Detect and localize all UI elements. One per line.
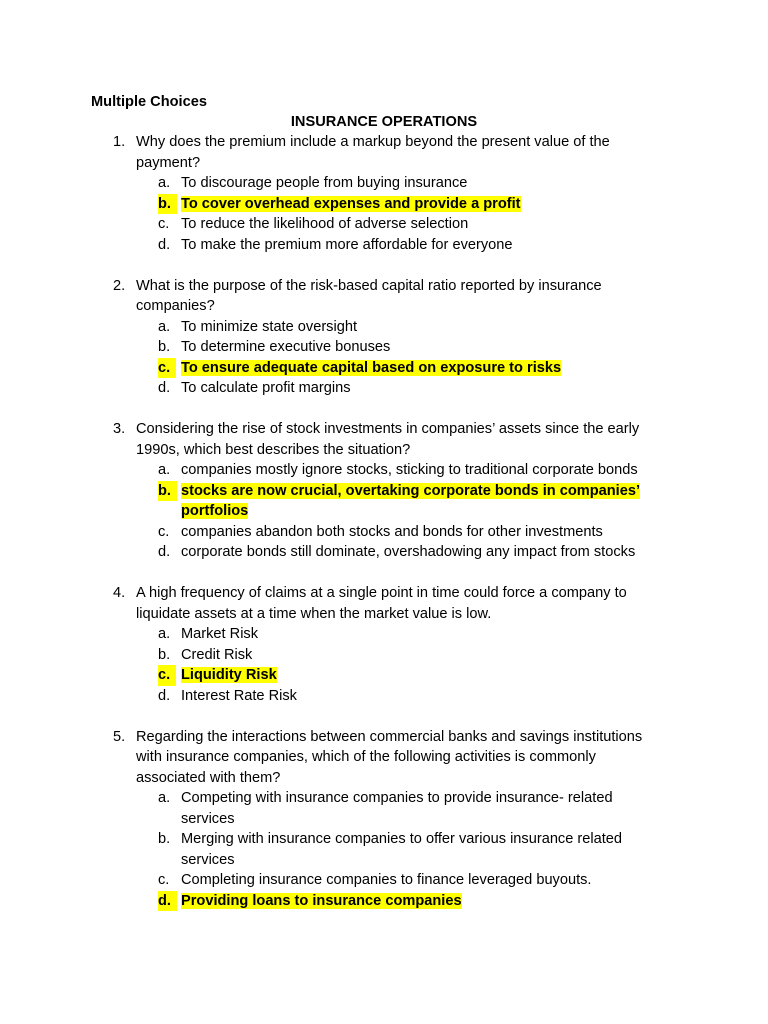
option-text: Credit Risk (181, 646, 253, 663)
option-letter: d. (158, 891, 177, 912)
option-d (0, 686, 661, 707)
option-letter: a. (158, 462, 171, 478)
option-letter: b. (158, 194, 177, 215)
option-letter: c. (158, 872, 170, 888)
option-letter: b. (158, 481, 177, 502)
option-letter: a. (158, 318, 171, 335)
option-text: Liquidity Risk (181, 667, 277, 683)
option-letter: a. (158, 626, 171, 642)
option-letter: a. (158, 175, 171, 191)
option-letter: d. (158, 236, 171, 253)
option-d (0, 235, 661, 256)
document-title: INSURANCE OPERATIONS (290, 114, 478, 130)
option-a (0, 624, 661, 645)
question-stem (0, 419, 666, 460)
option-letter: d. (158, 380, 171, 396)
option-text: To minimize state oversight (181, 318, 358, 335)
option-letter: a. (158, 790, 171, 806)
option-letter: c. (158, 216, 170, 232)
question-text: Why does the premium include a markup beyond the present value of the payment? (136, 134, 610, 171)
question-2 (0, 276, 768, 399)
question-text: Regarding the interactions between commercial banks and savings institutions with insurance companies, which of the following activities is commonly associated with them? (136, 728, 643, 786)
option-text: companies abandon both stocks and bonds for other investments (181, 523, 603, 540)
option-d (0, 378, 661, 399)
option-letter: d. (158, 544, 171, 560)
option-a (0, 788, 661, 829)
question-number: 5. (113, 728, 126, 745)
section-heading: Multiple Choices (91, 94, 207, 110)
option-text: companies mostly ignore stocks, sticking to traditional corporate bonds (181, 462, 638, 478)
option-b (0, 645, 661, 666)
option-a (0, 317, 661, 338)
option-text: Interest Rate Risk (181, 687, 297, 704)
option-letter: d. (158, 687, 171, 704)
question-stem (0, 727, 666, 789)
question-number: 1. (113, 134, 126, 150)
option-a (0, 173, 661, 194)
option-a (0, 460, 661, 481)
option-d (0, 542, 661, 563)
question-stem (0, 132, 666, 173)
option-text: To calculate profit margins (181, 380, 351, 396)
question-text: Considering the rise of stock investments in companies’ assets since the early 1990s, which best describes the situation? (136, 421, 640, 458)
option-letter: c. (158, 665, 176, 686)
option-c-correct (0, 358, 661, 379)
option-d-correct (0, 891, 661, 912)
option-text: stocks are now crucial, overtaking corporate bonds in companies’ portfolios (181, 482, 641, 519)
question-text: A high frequency of claims at a single point in time could force a company to liquidate assets at a time when the market value is low. (136, 585, 627, 622)
option-text: To discourage people from buying insurance (181, 175, 468, 191)
question-5 (0, 727, 768, 912)
option-b-correct (0, 481, 661, 522)
question-number: 4. (113, 585, 126, 601)
option-text: Merging with insurance companies to offer various insurance related services (181, 831, 623, 868)
option-letter: b. (158, 339, 171, 355)
question-list (0, 132, 768, 932)
option-text: Market Risk (181, 626, 259, 642)
option-text: Providing loans to insurance companies (181, 892, 462, 909)
question-1 (0, 132, 768, 255)
option-letter: b. (158, 646, 171, 663)
question-text: What is the purpose of the risk-based capital ratio reported by insurance companies? (136, 277, 602, 314)
option-c (0, 522, 661, 543)
question-number: 2. (113, 277, 126, 294)
option-b (0, 829, 661, 870)
question-stem (0, 583, 666, 624)
option-text: Competing with insurance companies to provide insurance- related services (181, 790, 613, 827)
question-number: 3. (113, 421, 126, 437)
option-text: Completing insurance companies to finance leveraged buyouts. (181, 872, 592, 888)
option-c-correct (0, 665, 661, 686)
option-text: To cover overhead expenses and provide a profit (181, 195, 521, 212)
option-b-correct (0, 194, 661, 215)
option-c (0, 870, 661, 891)
option-letter: c. (158, 523, 170, 540)
option-letter: b. (158, 831, 171, 847)
option-text: To determine executive bonuses (181, 339, 391, 355)
option-text: To make the premium more affordable for everyone (181, 236, 513, 253)
option-text: corporate bonds still dominate, overshadowing any impact from stocks (181, 544, 636, 560)
option-c (0, 214, 661, 235)
option-letter: c. (158, 358, 176, 379)
question-4 (0, 583, 768, 706)
question-stem (0, 276, 666, 317)
question-3 (0, 419, 768, 563)
option-text: To ensure adequate capital based on exposure to risks (181, 359, 562, 376)
option-b (0, 337, 661, 358)
option-text: To reduce the likelihood of adverse selection (181, 216, 469, 232)
